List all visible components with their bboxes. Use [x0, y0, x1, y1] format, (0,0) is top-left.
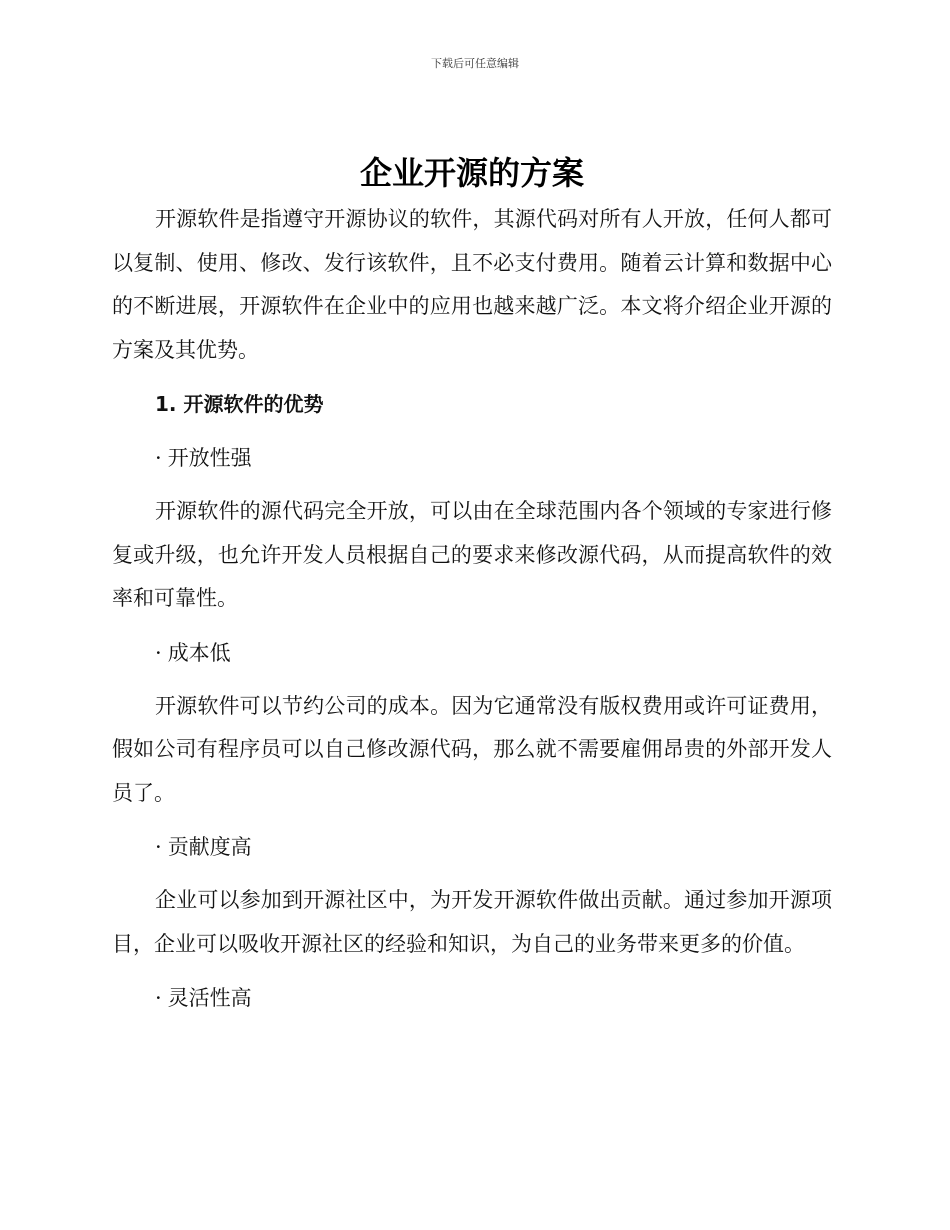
paragraph-contribution: 企业可以参加到开源社区中，为开发开源软件做出贡献。通过参加开源项目，企业可以吸收开源社区的经验和知识，为自己的业务带来更多的价值。	[112, 888, 832, 956]
bullet-dot-icon: ·	[155, 446, 162, 470]
paragraph-openness: 开源软件的源代码完全开放，可以由在全球范围内各个领域的专家进行修复或升级，也允许开发人员根据自己的要求来修改源代码，从而提高软件的效率和可靠性。	[112, 499, 832, 610]
bullet-label: 贡献度高	[167, 835, 252, 859]
bullet-dot-icon: ·	[155, 640, 162, 665]
bullet-label: 开放性强	[167, 446, 252, 470]
header-note: 下载后可任意编辑	[431, 57, 519, 70]
bullet-dot-icon: ·	[155, 835, 162, 859]
bullet-item-openness	[112, 436, 832, 480]
document-title: 企业开源的方案	[359, 154, 584, 192]
bullet-label: 灵活性高	[167, 986, 252, 1010]
bullet-item-low-cost	[112, 631, 832, 675]
bullet-dot-icon: ·	[155, 986, 162, 1010]
bullet-item-contribution	[112, 825, 832, 869]
bullet-item-flexibility	[112, 976, 832, 1020]
bullet-label: 成本低	[167, 640, 231, 665]
document-body	[112, 150, 832, 1020]
section-heading-advantages: 1. 开源软件的优势	[155, 392, 324, 416]
intro-paragraph: 开源软件是指遵守开源协议的软件，其源代码对所有人开放，任何人都可以复制、使用、修改、发行该软件，且不必支付费用。随着云计算和数据中心的不断进展，开源软件在企业中的应用也越来越广泛。本文将介绍企业开源的方案及其优势。	[112, 207, 832, 362]
paragraph-low-cost: 开源软件可以节约公司的成本。因为它通常没有版权费用或许可证费用，假如公司有程序员可以自己修改源代码，那么就不需要雇佣昂贵的外部开发人员了。	[112, 693, 832, 805]
